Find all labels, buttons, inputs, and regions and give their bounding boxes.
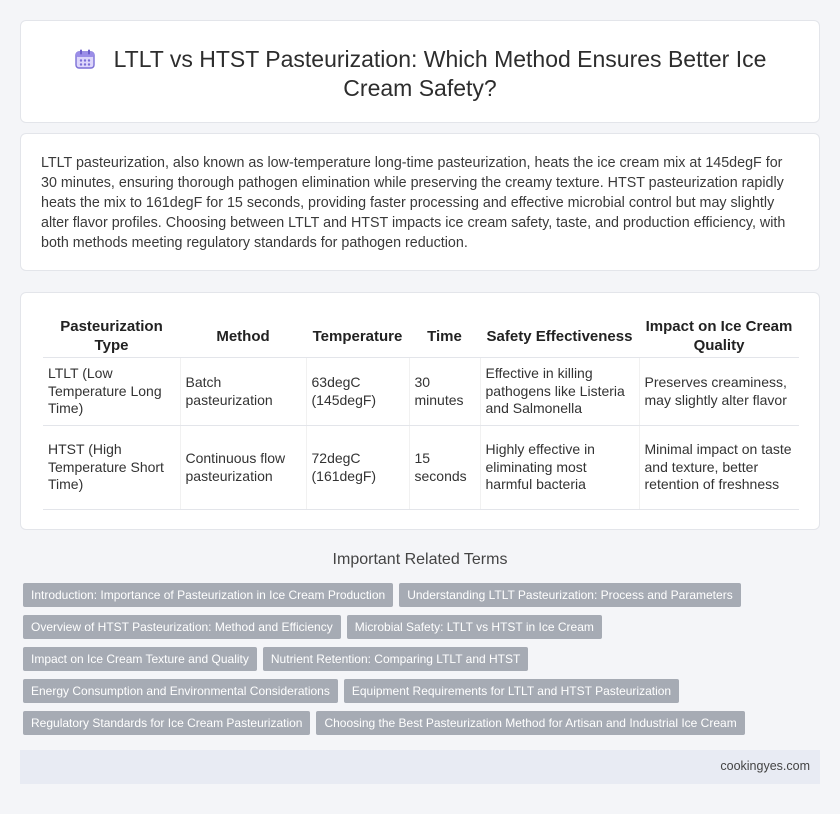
header-quality-impact: Impact on Ice Cream Quality <box>639 315 799 358</box>
table-cell: Minimal impact on taste and texture, better retention of freshness <box>639 426 799 510</box>
header-method: Method <box>180 315 306 358</box>
table-header-row <box>43 315 799 358</box>
related-term-tag[interactable]: Overview of HTST Pasteurization: Method and Efficiency <box>23 615 341 639</box>
footer <box>20 750 820 784</box>
related-term-tag[interactable]: Regulatory Standards for Ice Cream Pasteurization <box>23 711 310 735</box>
table-cell: 63degC (145degF) <box>306 358 409 426</box>
header-pasteurization-type: Pasteurization Type <box>43 315 180 358</box>
header-safety-effectiveness: Safety Effectiveness <box>480 315 639 358</box>
calendar-icon <box>74 48 96 70</box>
table-cell: Highly effective in eliminating most harmful bacteria <box>480 426 639 510</box>
table-row <box>43 358 799 426</box>
site-credit[interactable]: cookingyes.com <box>720 759 810 773</box>
related-term-tag[interactable]: Microbial Safety: LTLT vs HTST in Ice Cream <box>347 615 602 639</box>
page-title-block <box>21 45 819 103</box>
table-cell: Preserves creaminess, may slightly alter flavor <box>639 358 799 426</box>
intro-card <box>20 133 820 271</box>
header-temperature: Temperature <box>306 315 409 358</box>
table-cell: Continuous flow pasteurization <box>180 426 306 510</box>
comparison-table-card <box>20 292 820 530</box>
comparison-table <box>43 315 799 510</box>
related-term-tag[interactable]: Energy Consumption and Environmental Considerations <box>23 679 338 703</box>
table-cell: LTLT (Low Temperature Long Time) <box>43 358 180 426</box>
related-terms-list <box>23 583 823 743</box>
table-cell: 30 minutes <box>409 358 480 426</box>
related-term-tag[interactable]: Nutrient Retention: Comparing LTLT and HTST <box>263 647 528 671</box>
table-row <box>43 426 799 510</box>
related-term-tag[interactable]: Impact on Ice Cream Texture and Quality <box>23 647 257 671</box>
page-title: LTLT vs HTST Pasteurization: Which Method Ensures Better Ice Cream Safety? <box>113 46 767 101</box>
table-cell: HTST (High Temperature Short Time) <box>43 426 180 510</box>
table-cell: Batch pasteurization <box>180 358 306 426</box>
table-cell: 15 seconds <box>409 426 480 510</box>
related-term-tag[interactable]: Understanding LTLT Pasteurization: Process and Parameters <box>399 583 741 607</box>
title-card <box>20 20 820 123</box>
intro-paragraph: LTLT pasteurization, also known as low-temperature long-time pasteurization, heats the ice cream mix at 145degF for 30 minutes, ensuring thorough pathogen elimination while preserving the creamy texture. HTST pasteurization rapidly heats the mix to 161degF for 15 seconds, providing faster processing and effective microbial control but may slightly alter flavor profiles. Choosing between LTLT and HTST impacts ice cream safety, taste, and production efficiency, with both methods meeting regulatory standards for pathogen reduction. <box>41 155 786 251</box>
related-term-tag[interactable]: Choosing the Best Pasteurization Method for Artisan and Industrial Ice Cream <box>316 711 744 735</box>
table-cell: 72degC (161degF) <box>306 426 409 510</box>
table-cell: Effective in killing pathogens like Listeria and Salmonella <box>480 358 639 426</box>
related-term-tag[interactable]: Introduction: Importance of Pasteurization in Ice Cream Production <box>23 583 393 607</box>
header-time: Time <box>409 315 480 358</box>
related-term-tag[interactable]: Equipment Requirements for LTLT and HTST Pasteurization <box>344 679 679 703</box>
related-terms-heading: Important Related Terms <box>332 551 508 568</box>
